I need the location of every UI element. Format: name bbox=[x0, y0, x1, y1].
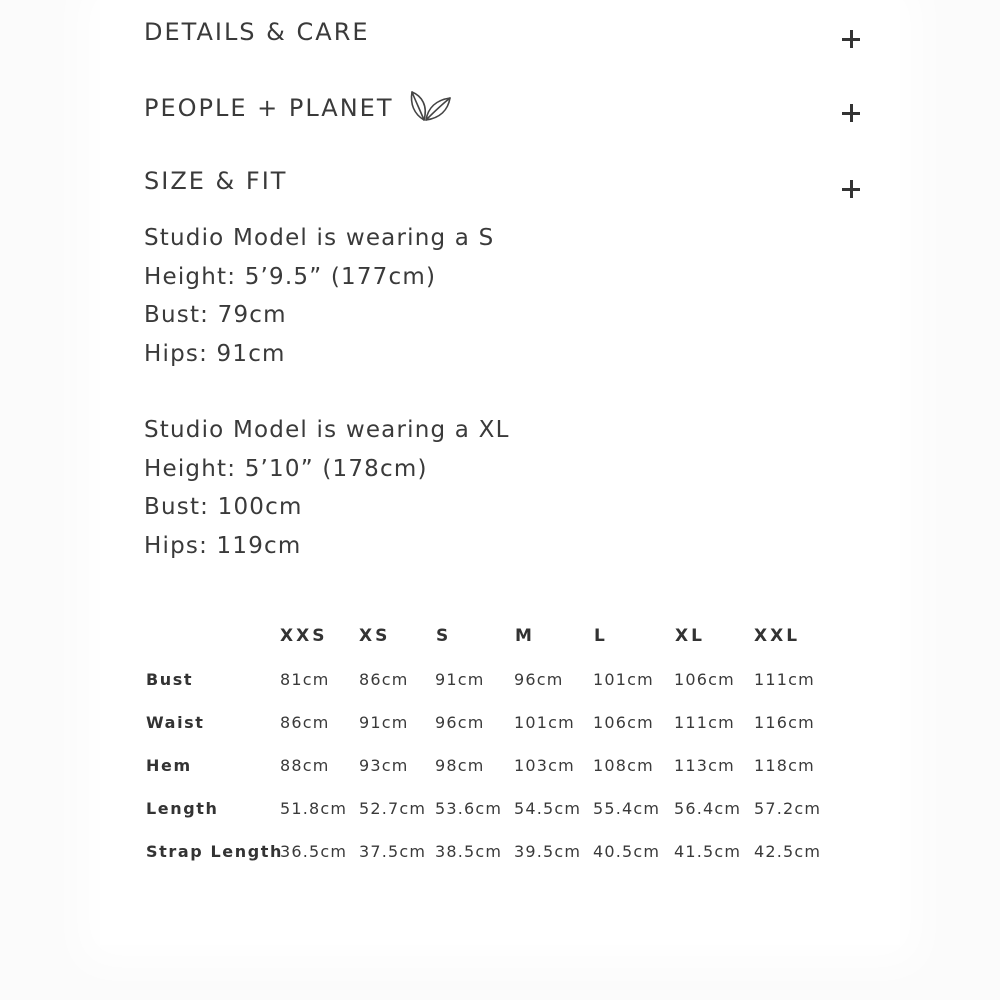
size-header-xxl: XXL bbox=[754, 626, 801, 646]
table-cell: 39.5cm bbox=[514, 842, 582, 861]
row-label-waist: Waist bbox=[146, 713, 205, 732]
table-cell: 38.5cm bbox=[435, 842, 503, 861]
row-label-length: Length bbox=[146, 799, 219, 818]
accordion-people-planet[interactable] bbox=[144, 94, 860, 134]
table-cell: 93cm bbox=[359, 756, 409, 775]
model-size-line: Studio Model is wearing a S bbox=[144, 225, 495, 251]
row-label-bust: Bust bbox=[146, 670, 194, 689]
leaf-icon bbox=[408, 86, 452, 124]
table-cell: 101cm bbox=[593, 670, 654, 689]
table-cell: 111cm bbox=[674, 713, 735, 732]
plus-icon[interactable] bbox=[842, 104, 860, 122]
model-hips-line: Hips: 91cm bbox=[144, 340, 286, 367]
table-cell: 98cm bbox=[435, 756, 485, 775]
table-cell: 106cm bbox=[674, 670, 735, 689]
accordion-title: DETAILS & CARE bbox=[144, 18, 370, 46]
table-cell: 113cm bbox=[674, 756, 735, 775]
table-cell: 86cm bbox=[359, 670, 409, 689]
table-cell: 116cm bbox=[754, 713, 815, 732]
table-cell: 108cm bbox=[593, 756, 654, 775]
table-cell: 36.5cm bbox=[280, 842, 348, 861]
table-cell: 101cm bbox=[514, 713, 575, 732]
size-header-m: M bbox=[515, 626, 535, 646]
model-size-line: Studio Model is wearing a XL bbox=[144, 417, 510, 443]
table-cell: 57.2cm bbox=[754, 799, 822, 818]
size-header-xxs: XXS bbox=[280, 626, 328, 646]
table-cell: 52.7cm bbox=[359, 799, 427, 818]
table-cell: 91cm bbox=[435, 670, 485, 689]
table-cell: 81cm bbox=[280, 670, 330, 689]
size-header-xl: XL bbox=[675, 626, 705, 646]
table-cell: 53.6cm bbox=[435, 799, 503, 818]
accordion-details-care[interactable] bbox=[144, 18, 860, 58]
table-cell: 41.5cm bbox=[674, 842, 742, 861]
table-cell: 118cm bbox=[754, 756, 815, 775]
table-cell: 37.5cm bbox=[359, 842, 427, 861]
product-info-panel bbox=[100, 0, 900, 945]
plus-icon[interactable] bbox=[842, 30, 860, 48]
model-hips-line: Hips: 119cm bbox=[144, 532, 302, 559]
row-label-strap-length: Strap Length bbox=[146, 842, 284, 861]
table-cell: 42.5cm bbox=[754, 842, 822, 861]
table-cell: 40.5cm bbox=[593, 842, 661, 861]
size-header-xs: XS bbox=[359, 626, 391, 646]
row-label-hem: Hem bbox=[146, 756, 192, 775]
table-cell: 106cm bbox=[593, 713, 654, 732]
table-cell: 86cm bbox=[280, 713, 330, 732]
model-bust-line: Bust: 100cm bbox=[144, 494, 303, 520]
model-info-xl bbox=[144, 411, 510, 565]
accordion-title: SIZE & FIT bbox=[144, 167, 288, 195]
model-height-line: Height: 5’10” (178cm) bbox=[144, 455, 428, 482]
model-bust-line: Bust: 79cm bbox=[144, 302, 287, 328]
plus-icon[interactable] bbox=[842, 180, 860, 198]
table-cell: 111cm bbox=[754, 670, 815, 689]
table-cell: 96cm bbox=[514, 670, 564, 689]
table-cell: 51.8cm bbox=[280, 799, 348, 818]
model-height-line: Height: 5’9.5” (177cm) bbox=[144, 263, 437, 290]
accordion-title: PEOPLE + PLANET bbox=[144, 94, 394, 122]
table-cell: 54.5cm bbox=[514, 799, 582, 818]
table-cell: 96cm bbox=[435, 713, 485, 732]
table-cell: 88cm bbox=[280, 756, 330, 775]
table-cell: 103cm bbox=[514, 756, 575, 775]
table-cell: 91cm bbox=[359, 713, 409, 732]
model-info-s bbox=[144, 219, 494, 373]
table-cell: 56.4cm bbox=[674, 799, 742, 818]
table-cell: 55.4cm bbox=[593, 799, 661, 818]
size-header-s: S bbox=[436, 626, 452, 646]
accordion-size-fit[interactable] bbox=[144, 167, 860, 207]
size-header-l: L bbox=[594, 626, 608, 646]
